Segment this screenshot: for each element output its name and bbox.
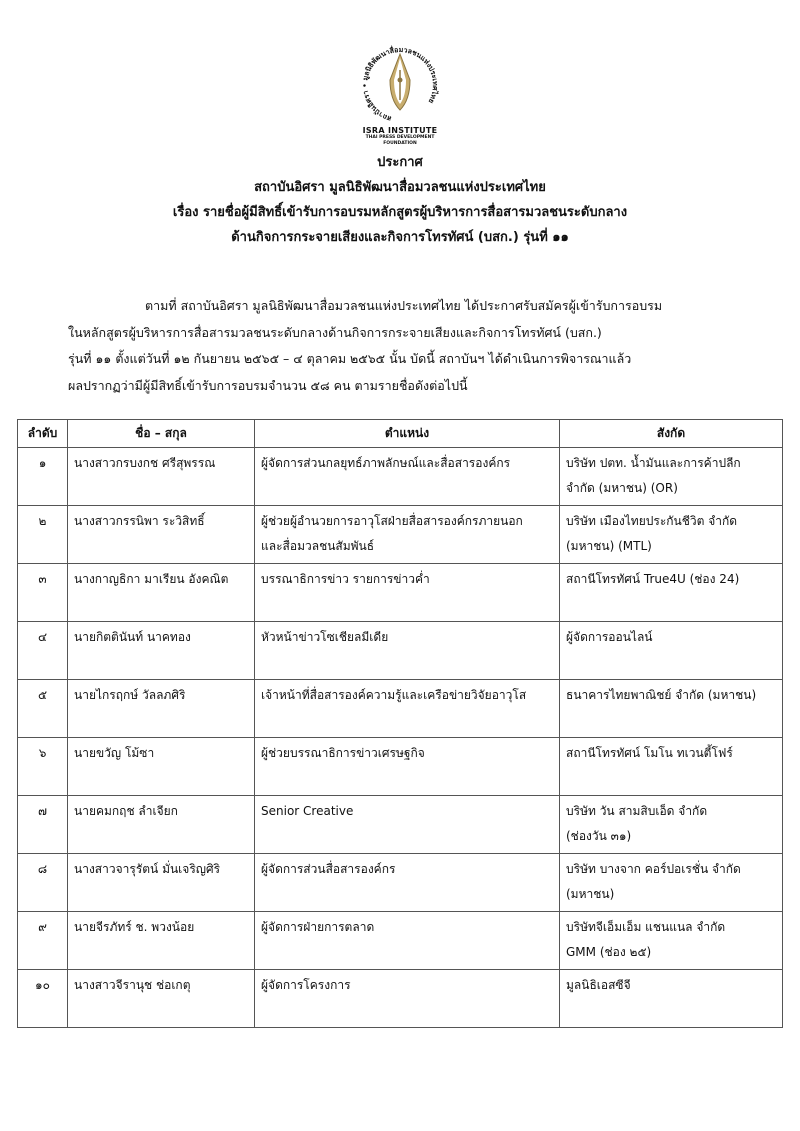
row-name: นายขวัญ โม้ซา	[68, 738, 255, 796]
heading-line-2: สถาบันอิศรา มูลนิธิพัฒนาสื่อมวลชนแห่งประเทศไทย	[254, 180, 546, 195]
intro-line-3: รุ่นที่ ๑๑ ตั้งแต่วันที่ ๑๒ กันยายน ๒๕๖๕ – ๔ ตุลาคม ๒๕๖๕ นั้น บัดนี้ สถาบันฯ ได้ดำเนินการพิจารณาแล้ว	[68, 351, 632, 366]
position-line-1: ผู้จัดการส่วนสื่อสารองค์กร	[261, 862, 396, 876]
position-line-1: ผู้ช่วยบรรณาธิการข่าวเศรษฐกิจ	[261, 746, 425, 760]
row-name: นางกาญธิกา มาเรียน อังคณิต	[68, 564, 255, 622]
row-number: ๑๐	[18, 970, 68, 1028]
affiliation-line-1: สถานีโทรทัศน์ True4U (ช่อง 24)	[566, 572, 740, 586]
position-line-1: ผู้จัดการฝ่ายการตลาด	[261, 920, 375, 934]
row-affiliation	[560, 854, 783, 912]
position-line-1: Senior Creative	[261, 804, 354, 818]
table-row	[18, 912, 783, 970]
row-number: ๔	[18, 622, 68, 680]
header-order: ลำดับ	[18, 420, 68, 448]
row-number: ๕	[18, 680, 68, 738]
row-position	[255, 680, 560, 738]
header-position: ตำแหน่ง	[255, 420, 560, 448]
row-affiliation	[560, 448, 783, 506]
row-affiliation	[560, 738, 783, 796]
row-number: ๒	[18, 506, 68, 564]
logo-arc-text: สถาบันอิศรา • มูลนิธิพัฒนาสื่อมวลชนแห่งประเทศไทย	[361, 45, 440, 123]
position-line-2: และสื่อมวลชนสัมพันธ์	[261, 539, 375, 553]
affiliation-line-1: ธนาคารไทยพาณิชย์ จำกัด (มหาชน)	[566, 688, 757, 702]
row-position	[255, 738, 560, 796]
affiliation-line-2: (มหาชน) (MTL)	[566, 539, 652, 553]
affiliation-line-1: มูลนิธิเอสซีจี	[566, 978, 631, 992]
affiliation-line-1: ผู้จัดการออนไลน์	[566, 630, 653, 644]
row-number: ๑	[18, 448, 68, 506]
heading-line-4: ด้านกิจการกระจายเสียงและกิจการโทรทัศน์ (บสก.) รุ่นที่ ๑๑	[231, 230, 569, 245]
intro-line-2: ในหลักสูตรผู้บริหารการสื่อสารมวลชนระดับกลางด้านกิจการกระจายเสียงและกิจการโทรทัศน์ (บสก.)	[68, 324, 602, 340]
row-position	[255, 912, 560, 970]
affiliation-line-1: บริษัทจีเอ็มเอ็ม แชนแนล จำกัด	[566, 920, 726, 934]
row-affiliation	[560, 796, 783, 854]
row-number: ๙	[18, 912, 68, 970]
position-line-1: หัวหน้าข่าวโซเชียลมีเดีย	[261, 630, 389, 644]
row-affiliation	[560, 506, 783, 564]
isra-institute-logo	[355, 40, 445, 147]
affiliation-line-1: บริษัท วัน สามสิบเอ็ด จำกัด	[566, 804, 708, 818]
table-row	[18, 506, 783, 564]
row-name: นางสาวกรรนิพา ระวิสิทธิ์	[68, 506, 255, 564]
affiliation-line-1: บริษัท บางจาก คอร์ปอเรชั่น จำกัด	[566, 862, 741, 876]
row-name: นายคมกฤช ลำเจียก	[68, 796, 255, 854]
affiliation-line-1: บริษัท เมืองไทยประกันชีวิต จำกัด	[566, 514, 738, 528]
affiliation-line-2: GMM (ช่อง ๒๕)	[566, 945, 652, 959]
intro-paragraph	[68, 293, 718, 399]
row-affiliation	[560, 622, 783, 680]
logo-name: ISRA INSTITUTE	[362, 126, 438, 135]
position-line-1: ผู้จัดการโครงการ	[261, 978, 351, 992]
row-position	[255, 506, 560, 564]
row-affiliation	[560, 680, 783, 738]
row-name: นายจีรภัทร์ ช. พวงน้อย	[68, 912, 255, 970]
affiliation-line-2: (มหาชน)	[566, 887, 615, 901]
heading-line-3: เรื่อง รายชื่อผู้มีสิทธิ์เข้ารับการอบรมหลักสูตรผู้บริหารการสื่อสารมวลชนระดับกลาง	[172, 205, 628, 220]
row-position	[255, 970, 560, 1028]
table-row	[18, 970, 783, 1028]
header-affiliation: สังกัด	[560, 420, 783, 448]
row-position	[255, 796, 560, 854]
logo-subtitle-line1: THAI PRESS DEVELOPMENT	[365, 135, 435, 140]
row-position	[255, 448, 560, 506]
affiliation-line-2: จำกัด (มหาชน) (OR)	[566, 481, 678, 495]
row-affiliation	[560, 970, 783, 1028]
row-position	[255, 564, 560, 622]
logo-subtitle-line2: FOUNDATION	[383, 141, 417, 146]
row-number: ๖	[18, 738, 68, 796]
table-row	[18, 680, 783, 738]
affiliation-line-1: บริษัท ปตท. น้ำมันและการค้าปลีก	[566, 456, 741, 470]
row-affiliation	[560, 564, 783, 622]
row-number: ๓	[18, 564, 68, 622]
position-line-1: เจ้าหน้าที่สื่อสารองค์ความรู้และเครือข่ายวิจัยอาวุโส	[261, 688, 527, 702]
announcement-heading	[0, 150, 800, 250]
table-row	[18, 854, 783, 912]
row-number: ๘	[18, 854, 68, 912]
table-row	[18, 448, 783, 506]
table-row	[18, 738, 783, 796]
row-position	[255, 622, 560, 680]
position-line-1: ผู้ช่วยผู้อำนวยการอาวุโสฝ่ายสื่อสารองค์กรภายนอก	[261, 514, 523, 528]
table-row	[18, 622, 783, 680]
affiliation-line-1: สถานีโทรทัศน์ โมโน ทเวนตี้โฟร์	[566, 746, 733, 760]
heading-line-1: ประกาศ	[377, 155, 423, 170]
pen-nib-emblem-icon	[358, 40, 442, 124]
row-name: นางสาวกรบงกช ศรีสุพรรณ	[68, 448, 255, 506]
row-name: นายไกรฤกษ์ วัลลภศิริ	[68, 680, 255, 738]
row-affiliation	[560, 912, 783, 970]
intro-line-1: ตามที่ สถาบันอิศรา มูลนิธิพัฒนาสื่อมวลชนแห่งประเทศไทย ได้ประกาศรับสมัครผู้เข้ารับการอบรม	[145, 298, 663, 313]
table-row	[18, 564, 783, 622]
row-number: ๗	[18, 796, 68, 854]
position-line-1: ผู้จัดการส่วนกลยุทธ์ภาพลักษณ์และสื่อสารองค์กร	[261, 456, 511, 470]
table-header-row	[18, 420, 783, 448]
row-name: นางสาวจีรานุช ช่อเกตุ	[68, 970, 255, 1028]
row-name: นายกิตตินันท์ นาคทอง	[68, 622, 255, 680]
row-position	[255, 854, 560, 912]
table-row	[18, 796, 783, 854]
header-name: ชื่อ – สกุล	[68, 420, 255, 448]
row-name: นางสาวจารุรัตน์ มั่นเจริญศิริ	[68, 854, 255, 912]
intro-line-4: ผลปรากฏว่ามีผู้มีสิทธิ์เข้ารับการอบรมจำนวน ๕๘ คน ตามรายชื่อดังต่อไปนี้	[68, 377, 468, 393]
affiliation-line-2: (ช่องวัน ๓๑)	[566, 829, 632, 843]
participant-table	[17, 419, 783, 1028]
position-line-1: บรรณาธิการข่าว รายการข่าวค่ำ	[261, 572, 430, 586]
